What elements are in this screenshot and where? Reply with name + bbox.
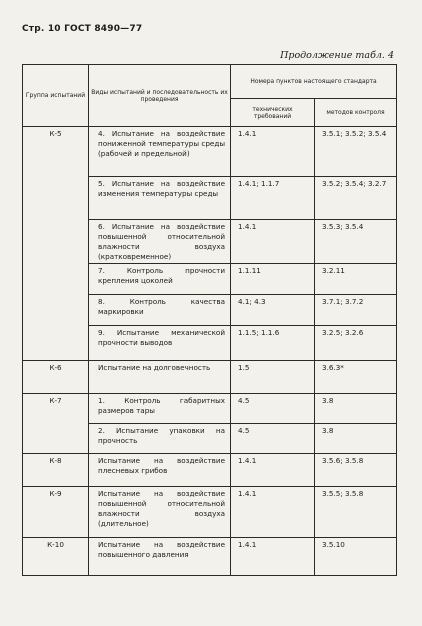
table-row: [23, 538, 397, 576]
group-cell: [23, 295, 89, 326]
table-row: [23, 424, 397, 454]
column-header-numbers: Номера пунктов настоящего стандарта: [231, 65, 397, 99]
test-cell: Испытание на воздействие повышенной относительной влажности воздуха (длительное): [89, 487, 231, 538]
methods-cell: 3.5.10: [315, 538, 397, 576]
group-cell: К-7: [23, 394, 89, 424]
test-cell: 1. Контроль габаритных размеров тары: [89, 394, 231, 424]
requirements-cell: 1.5: [231, 361, 315, 394]
group-cell: [23, 177, 89, 220]
test-cell: Испытание на воздействие плесневых грибов: [89, 454, 231, 487]
requirements-cell: 1.4.1; 1.1.7: [231, 177, 315, 220]
page-header: Стр. 10 ГОСТ 8490—77: [22, 24, 143, 34]
group-cell: К-5: [23, 127, 89, 177]
table-row: [23, 394, 397, 424]
test-cell: Испытание на долговечность: [89, 361, 231, 394]
methods-cell: 3.8: [315, 424, 397, 454]
table-row: [23, 326, 397, 361]
test-cell: 6. Испытание на воздействие повышенной относительной влажности воздуха (кратковременное): [89, 220, 231, 264]
table-row: [23, 264, 397, 295]
requirements-cell: 4.1; 4.3: [231, 295, 315, 326]
column-header-test: Виды испытаний и последовательность их проведения: [89, 65, 231, 127]
test-cell: Испытание на воздействие повышенного давления: [89, 538, 231, 576]
requirements-cell: 4.5: [231, 424, 315, 454]
table-row: [23, 220, 397, 264]
table-row: [23, 487, 397, 538]
column-header-requirements: технических требований: [231, 99, 315, 127]
requirements-cell: 4.5: [231, 394, 315, 424]
column-header-group: Группа испытаний: [23, 65, 89, 127]
group-cell: [23, 326, 89, 361]
methods-cell: 3.5.5; 3.5.8: [315, 487, 397, 538]
test-cell: 8. Контроль качества маркировки: [89, 295, 231, 326]
requirements-cell: 1.1.5; 1.1.6: [231, 326, 315, 361]
table-continuation-caption: Продолжение табл. 4: [280, 50, 394, 61]
methods-cell: 3.5.3; 3.5.4: [315, 220, 397, 264]
methods-cell: 3.5.6; 3.5.8: [315, 454, 397, 487]
requirements-cell: 1.4.1: [231, 487, 315, 538]
requirements-cell: 1.4.1: [231, 127, 315, 177]
methods-cell: 3.6.3*: [315, 361, 397, 394]
table-row: [23, 361, 397, 394]
standards-table: [22, 64, 397, 576]
methods-cell: 3.2.11: [315, 264, 397, 295]
table-row: [23, 295, 397, 326]
test-cell: 4. Испытание на воздействие пониженной температуры среды (рабочей и предельной): [89, 127, 231, 177]
group-cell: К-9: [23, 487, 89, 538]
methods-cell: 3.5.2; 3.5.4; 3.2.7: [315, 177, 397, 220]
group-cell: [23, 220, 89, 264]
table-row: [23, 127, 397, 177]
test-cell: 7. Контроль прочности крепления цоколей: [89, 264, 231, 295]
requirements-cell: 1.4.1: [231, 220, 315, 264]
group-cell: К-6: [23, 361, 89, 394]
test-cell: 9. Испытание механической прочности выводов: [89, 326, 231, 361]
test-cell: 2. Испытание упаковки на прочность: [89, 424, 231, 454]
methods-cell: 3.8: [315, 394, 397, 424]
group-cell: К-10: [23, 538, 89, 576]
requirements-cell: 1.4.1: [231, 454, 315, 487]
group-cell: [23, 424, 89, 454]
table-row: [23, 177, 397, 220]
methods-cell: 3.7.1; 3.7.2: [315, 295, 397, 326]
group-cell: [23, 264, 89, 295]
methods-cell: 3.5.1; 3.5.2; 3.5.4: [315, 127, 397, 177]
test-cell: 5. Испытание на воздействие изменения температуры среды: [89, 177, 231, 220]
table-row: [23, 454, 397, 487]
methods-cell: 3.2.5; 3.2.6: [315, 326, 397, 361]
requirements-cell: 1.4.1: [231, 538, 315, 576]
column-header-methods: методов контроля: [315, 99, 397, 127]
group-cell: К-8: [23, 454, 89, 487]
requirements-cell: 1.1.11: [231, 264, 315, 295]
